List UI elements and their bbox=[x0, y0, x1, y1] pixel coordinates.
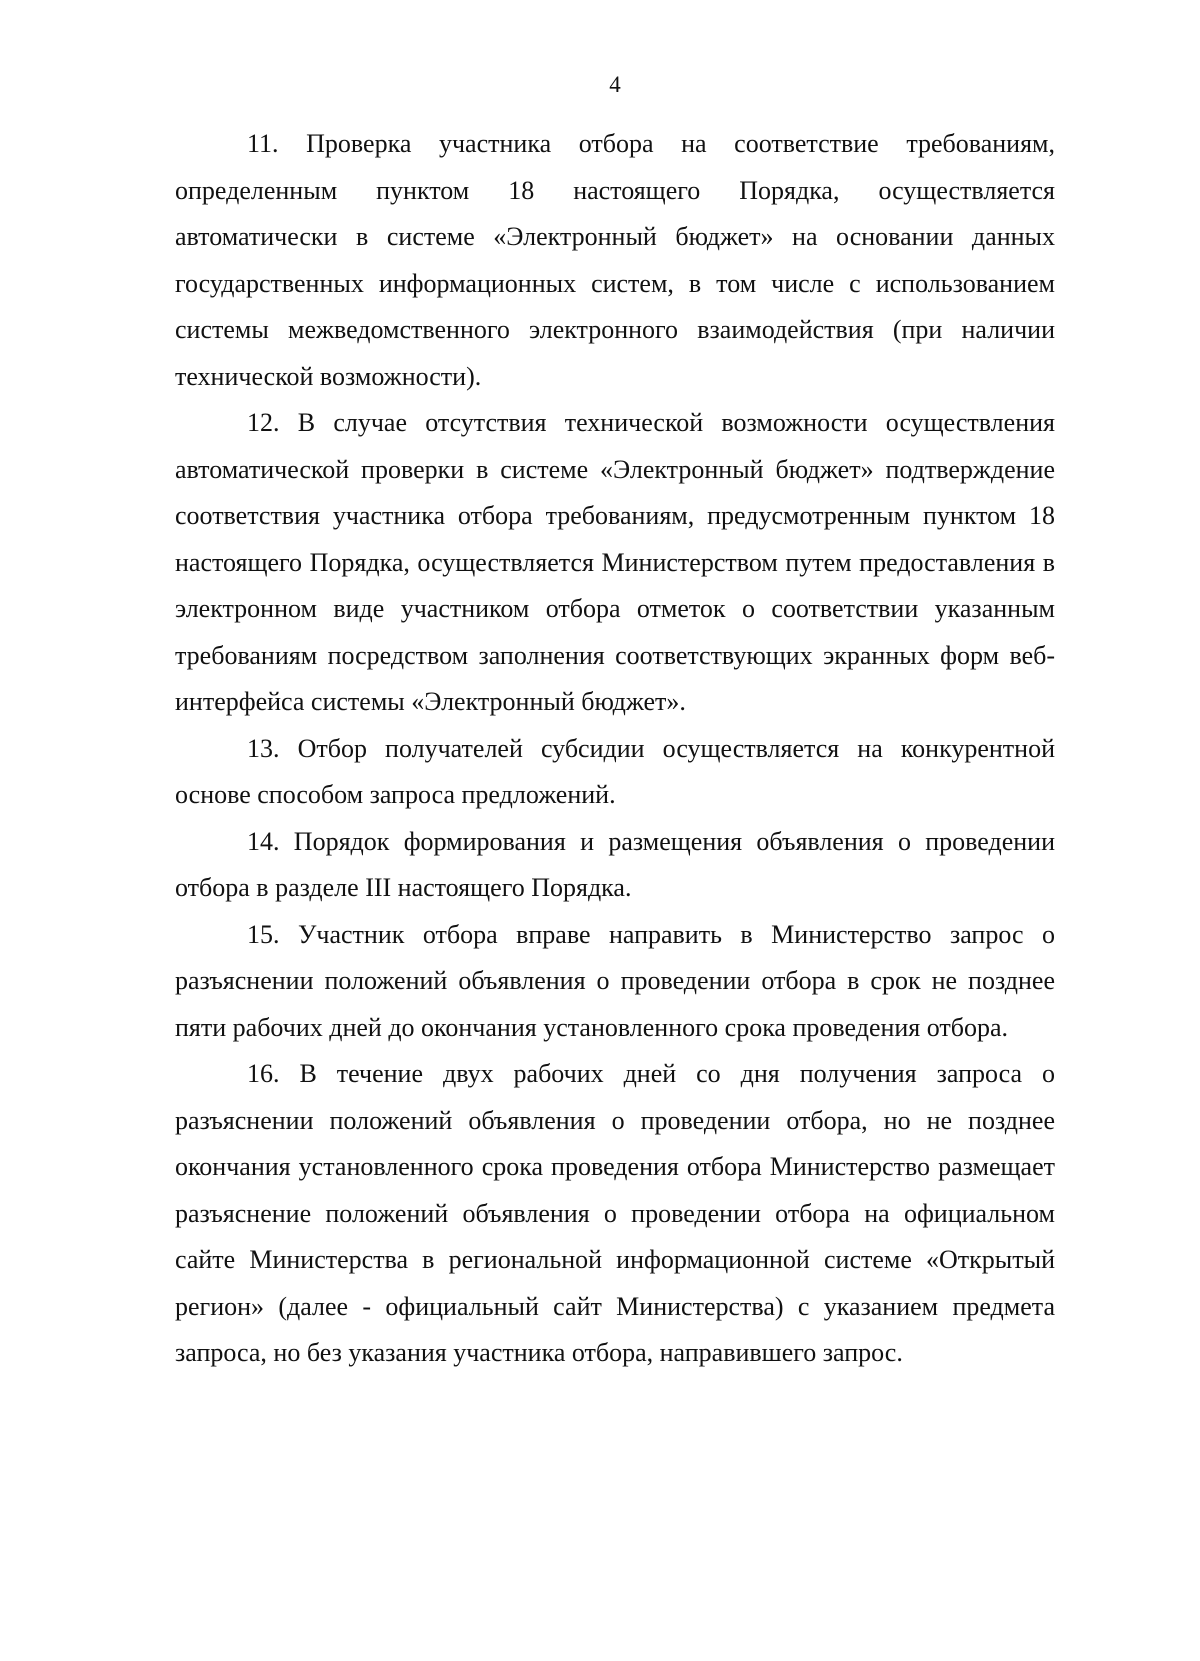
paragraph-11: 11. Проверка участника отбора на соответствие требованиям, определенным пунктом 18 настоящего Порядка, осуществляется автоматически в системе «Электронный бюджет» на основании данных государственных информационных систем, в том числе с использованием системы межведомственного электронного взаимодействия (при наличии технической возможности). bbox=[175, 129, 1055, 391]
paragraph-12: 12. В случае отсутствия технической возможности осуществления автоматической проверки в системе «Электронный бюджет» подтверждение соответствия участника отбора требованиям, предусмотренным пунктом 18 настоящего Порядка, осуществляется Министерством путем предоставления в электронном виде участником отбора отметок о соответствии указанным требованиям посредством заполнения соответствующих экранных форм веб-интерфейса системы «Электронный бюджет». bbox=[175, 408, 1055, 716]
page-number: 4 bbox=[609, 72, 621, 97]
paragraph-15: 15. Участник отбора вправе направить в Министерство запрос о разъяснении положений объявления о проведении отбора в срок не позднее пяти рабочих дней до окончания установленного срока проведения отбора. bbox=[175, 919, 1055, 1042]
paragraph-13: 13. Отбор получателей субсидии осуществляется на конкурентной основе способом запроса предложений. bbox=[175, 733, 1055, 809]
paragraph-14: 14. Порядок формирования и размещения объявления о проведении отбора в разделе III настоящего Порядка. bbox=[175, 826, 1055, 902]
paragraph-16: 16. В течение двух рабочих дней со дня получения запроса о разъяснении положений объявления о проведении отбора, но не позднее окончания установленного срока проведения отбора Министерство размещает разъяснение положений объявления о проведении отбора на официальном сайте Министерства в региональной информационной системе «Открытый регион» (далее - официальный сайт Министерства) с указанием предмета запроса, но без указания участника отбора, направившего запрос. bbox=[175, 1059, 1055, 1367]
document-body bbox=[175, 121, 1055, 1377]
